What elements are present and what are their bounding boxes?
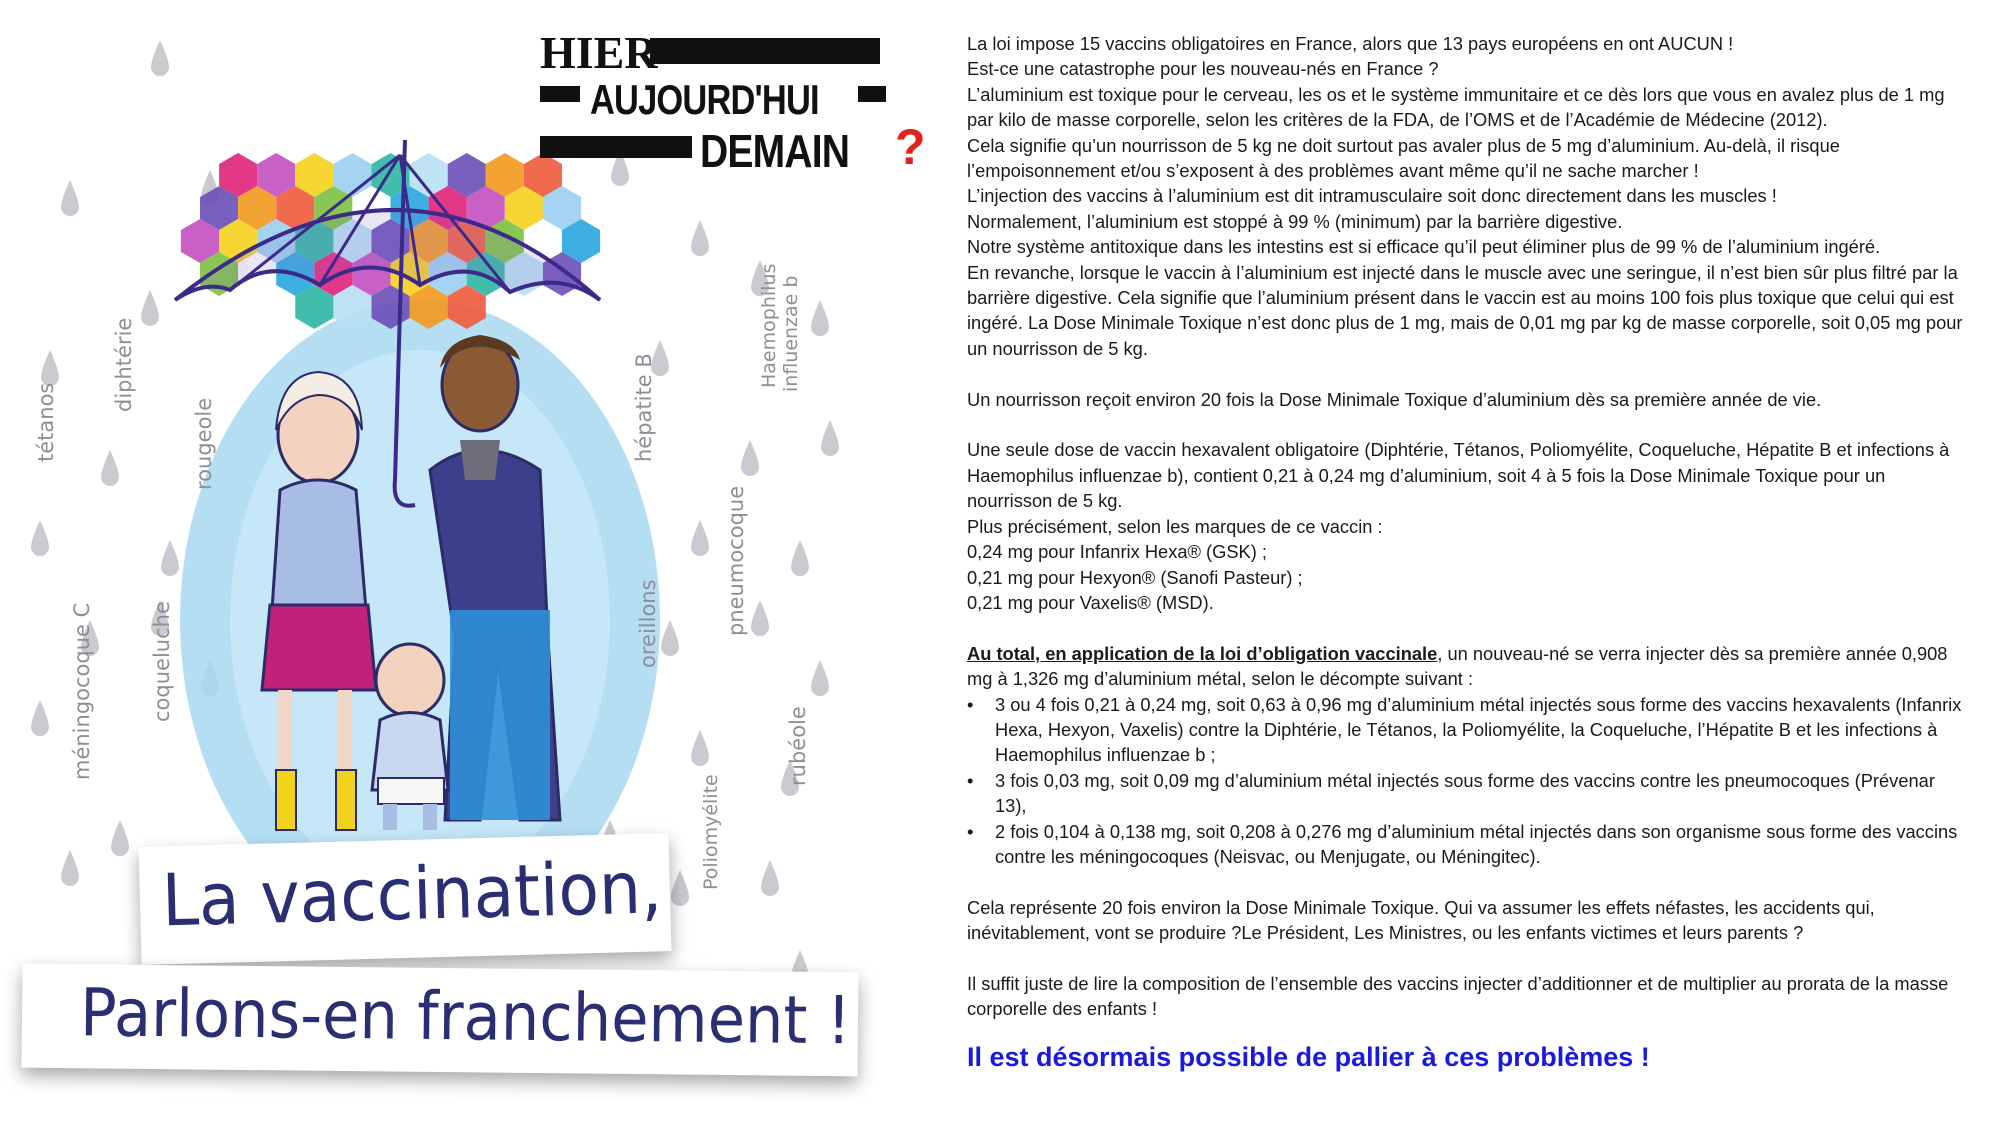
rain-drop-icon (751, 600, 769, 636)
paragraph: L’injection des vaccins à l’aluminium est dit intramusculaire soit donc directement dans les muscles ! (967, 185, 1777, 207)
paragraph: Normalement, l’aluminium est stoppé à 99 % (minimum) par la barrière digestive. (967, 210, 1623, 232)
rain-drop-icon (671, 870, 689, 906)
brand-aujourdhui: AUJOURD'HUI (590, 76, 819, 123)
brand-dose-line: 0,24 mg pour Infanrix Hexa® (GSK) ; (967, 541, 1267, 563)
rain-drop-icon (61, 180, 79, 216)
poster-title-line1: La vaccination, (160, 845, 663, 943)
disease-pneumocoque: pneumocoque (724, 485, 748, 636)
title-banner-2 (21, 964, 858, 1077)
rain-drop-icon (661, 620, 679, 656)
title-banner-1 (139, 833, 672, 965)
child-figure (372, 644, 448, 830)
disease-hepatite-b: hépatite B (632, 353, 656, 462)
rain-drop-icon (691, 520, 709, 556)
brand-bar-4 (540, 136, 692, 158)
disease-hib-line2: influenzae b (780, 275, 802, 392)
suffit-paragraph: Il suffit juste de lire la composition de l’ensemble des vaccins injecter d’additionner et de multiplier au prorata de la masse corporelle des enfants ! (967, 972, 1949, 1020)
rain-drop-icon (141, 290, 159, 326)
rain-drop-icon (741, 440, 759, 476)
disease-tetanos: tétanos (34, 382, 58, 462)
disease-diphterie: diphtérie (112, 317, 136, 412)
disease-hib-line1: Haemophilus (758, 263, 780, 388)
disease-coqueluche: coqueluche (150, 601, 174, 722)
brand-dose-line: 0,21 mg pour Hexyon® (Sanofi Pasteur) ; (967, 566, 1303, 588)
brand-demain: DEMAIN (700, 125, 850, 177)
call-to-action: Il est désormais possible de pallier à ces problèmes ! (967, 1041, 1650, 1072)
list-item: • 3 fois 0,03 mg, soit 0,09 mg d’aluminium métal injectés sous forme des vaccins contre les pneumocoques (Prévenar 13), (995, 768, 1967, 819)
rain-drop-icon (101, 450, 119, 486)
paragraph: Notre système antitoxique dans les intestins est si efficace qu’il peut éliminer plus de 99 % de l’aluminium ingéré. (967, 236, 1881, 258)
brand-dose-line: 0,21 mg pour Vaxelis® (MSD). (967, 591, 1214, 613)
total-rest: , un nouveau-né se verra injecter dès sa première année 0,908 mg à 1,326 mg d’aluminium métal, selon le décompte suivant : (967, 642, 1948, 690)
rain-drop-icon (61, 850, 79, 886)
paragraph: Plus précisément, selon les marques de ce vaccin : (967, 515, 1383, 537)
dose-statement: Un nourrisson reçoit environ 20 fois la Dose Minimale Toxique d’aluminium dès sa première année de vie. (967, 388, 1822, 410)
rain-drop-icon (691, 220, 709, 256)
brand-bar-2 (540, 86, 580, 102)
rain-drop-icon (151, 40, 169, 76)
paragraph: La loi impose 15 vaccins obligatoires en France, alors que 13 pays européens en ont AUCUN ! (967, 33, 1734, 54)
rain-drop-icon (791, 540, 809, 576)
list-item: • 2 fois 0,104 à 0,138 mg, soit 0,208 à 0,276 mg d’aluminium métal injectés dans son organisme sous forme des vaccins contre les méningocoques (Neisvac, ou Menjugate, ou Méningitec). (995, 819, 1967, 870)
total-lead: Au total, en application de la loi d’obligation vaccinale (967, 642, 1438, 664)
disease-meningocoque: méningocoque C (70, 602, 94, 780)
rain-drop-icon (31, 520, 49, 556)
disease-rougeole: rougeole (192, 397, 216, 490)
rain-drop-icon (811, 300, 829, 336)
brand-hier: HIER (540, 27, 658, 78)
brand-question-mark: ? (895, 119, 925, 175)
rain-drop-icon (811, 660, 829, 696)
rain-drop-icon (821, 420, 839, 456)
rain-drop-icon (761, 860, 779, 896)
paragraph: L’aluminium est toxique pour le cerveau, les os et le système immunitaire et ce dès lors que vous en avalez plus de 1 mg par kilo de masse corporelle, selon les critères de la FDA, de l’OMS et de l’Académie de Médecine (2012). (967, 83, 1945, 131)
disease-poliomyelite: Poliomyélite (700, 774, 722, 890)
vaccination-poster (0, 0, 940, 1125)
consequence-paragraph: Cela représente 20 fois environ la Dose Minimale Toxique. Qui va assumer les effets néfastes, les accidents qui, inévitablement, vont se produire ?Le Président, Les Ministres, ou les enfants victimes et leurs parents ? (967, 896, 1875, 944)
poster-title-line2: Parlons-en franchement ! (79, 974, 852, 1060)
disease-rubeole: rubéole (786, 706, 810, 786)
article-text (967, 31, 1967, 1074)
rain-drop-icon (161, 540, 179, 576)
rain-drop-icon (41, 350, 59, 386)
rain-drop-icon (111, 820, 129, 856)
dose-list (967, 692, 1967, 870)
paragraph: Est-ce une catastrophe pour les nouveau-nés en France ? (967, 58, 1439, 80)
brand-bar-3 (858, 86, 886, 102)
list-item: • 3 ou 4 fois 0,21 à 0,24 mg, soit 0,63 à 0,96 mg d’aluminium métal injectés sous forme des vaccins hexavalents (Infanrix Hexa, Hexyon, Vaxelis) contre la Diphtérie, le Tétanos, la Poliomyélite, la Coqueluche, l’Hépatite B et les infections à Haemophilus influenzae b ; (995, 692, 1967, 768)
paragraph: En revanche, lorsque le vaccin à l’aluminium est injecté dans le muscle avec une seringue, il n’est bien sûr plus filtré par la barrière digestive. Cela signifie que l’aluminium présent dans le vaccin est au moins 100 fois plus toxique que celui qui est ingéré. La Dose Minimale Toxique n’est donc plus de 1 mg, mais de 0,01 mg par kg de masse corporelle, soit 0,05 mg pour un nourrisson de 5 kg. (967, 261, 1963, 359)
rain-drop-icon (31, 700, 49, 736)
brand-bar-1 (650, 38, 880, 64)
rain-drop-icon (691, 730, 709, 766)
disease-oreillons: oreillons (636, 579, 660, 668)
total-paragraph (967, 641, 1967, 692)
paragraph: Cela signifie qu’un nourrisson de 5 kg ne doit surtout pas avaler plus de 5 mg d’aluminium. Au-delà, il risque l’empoisonnement et/ou s’exposent à des problèmes avant même qu’il ne sache marcher ! (967, 134, 1840, 182)
paragraph: Une seule dose de vaccin hexavalent obligatoire (Diphtérie, Tétanos, Poliomyélite, Coqueluche, Hépatite B et infections à Haemophilus influenzae b), contient 0,21 à 0,24 mg d’aluminium, soit 4 à 5 fois la Dose Minimale Toxique pour un nourrisson de 5 kg. (967, 439, 1950, 512)
